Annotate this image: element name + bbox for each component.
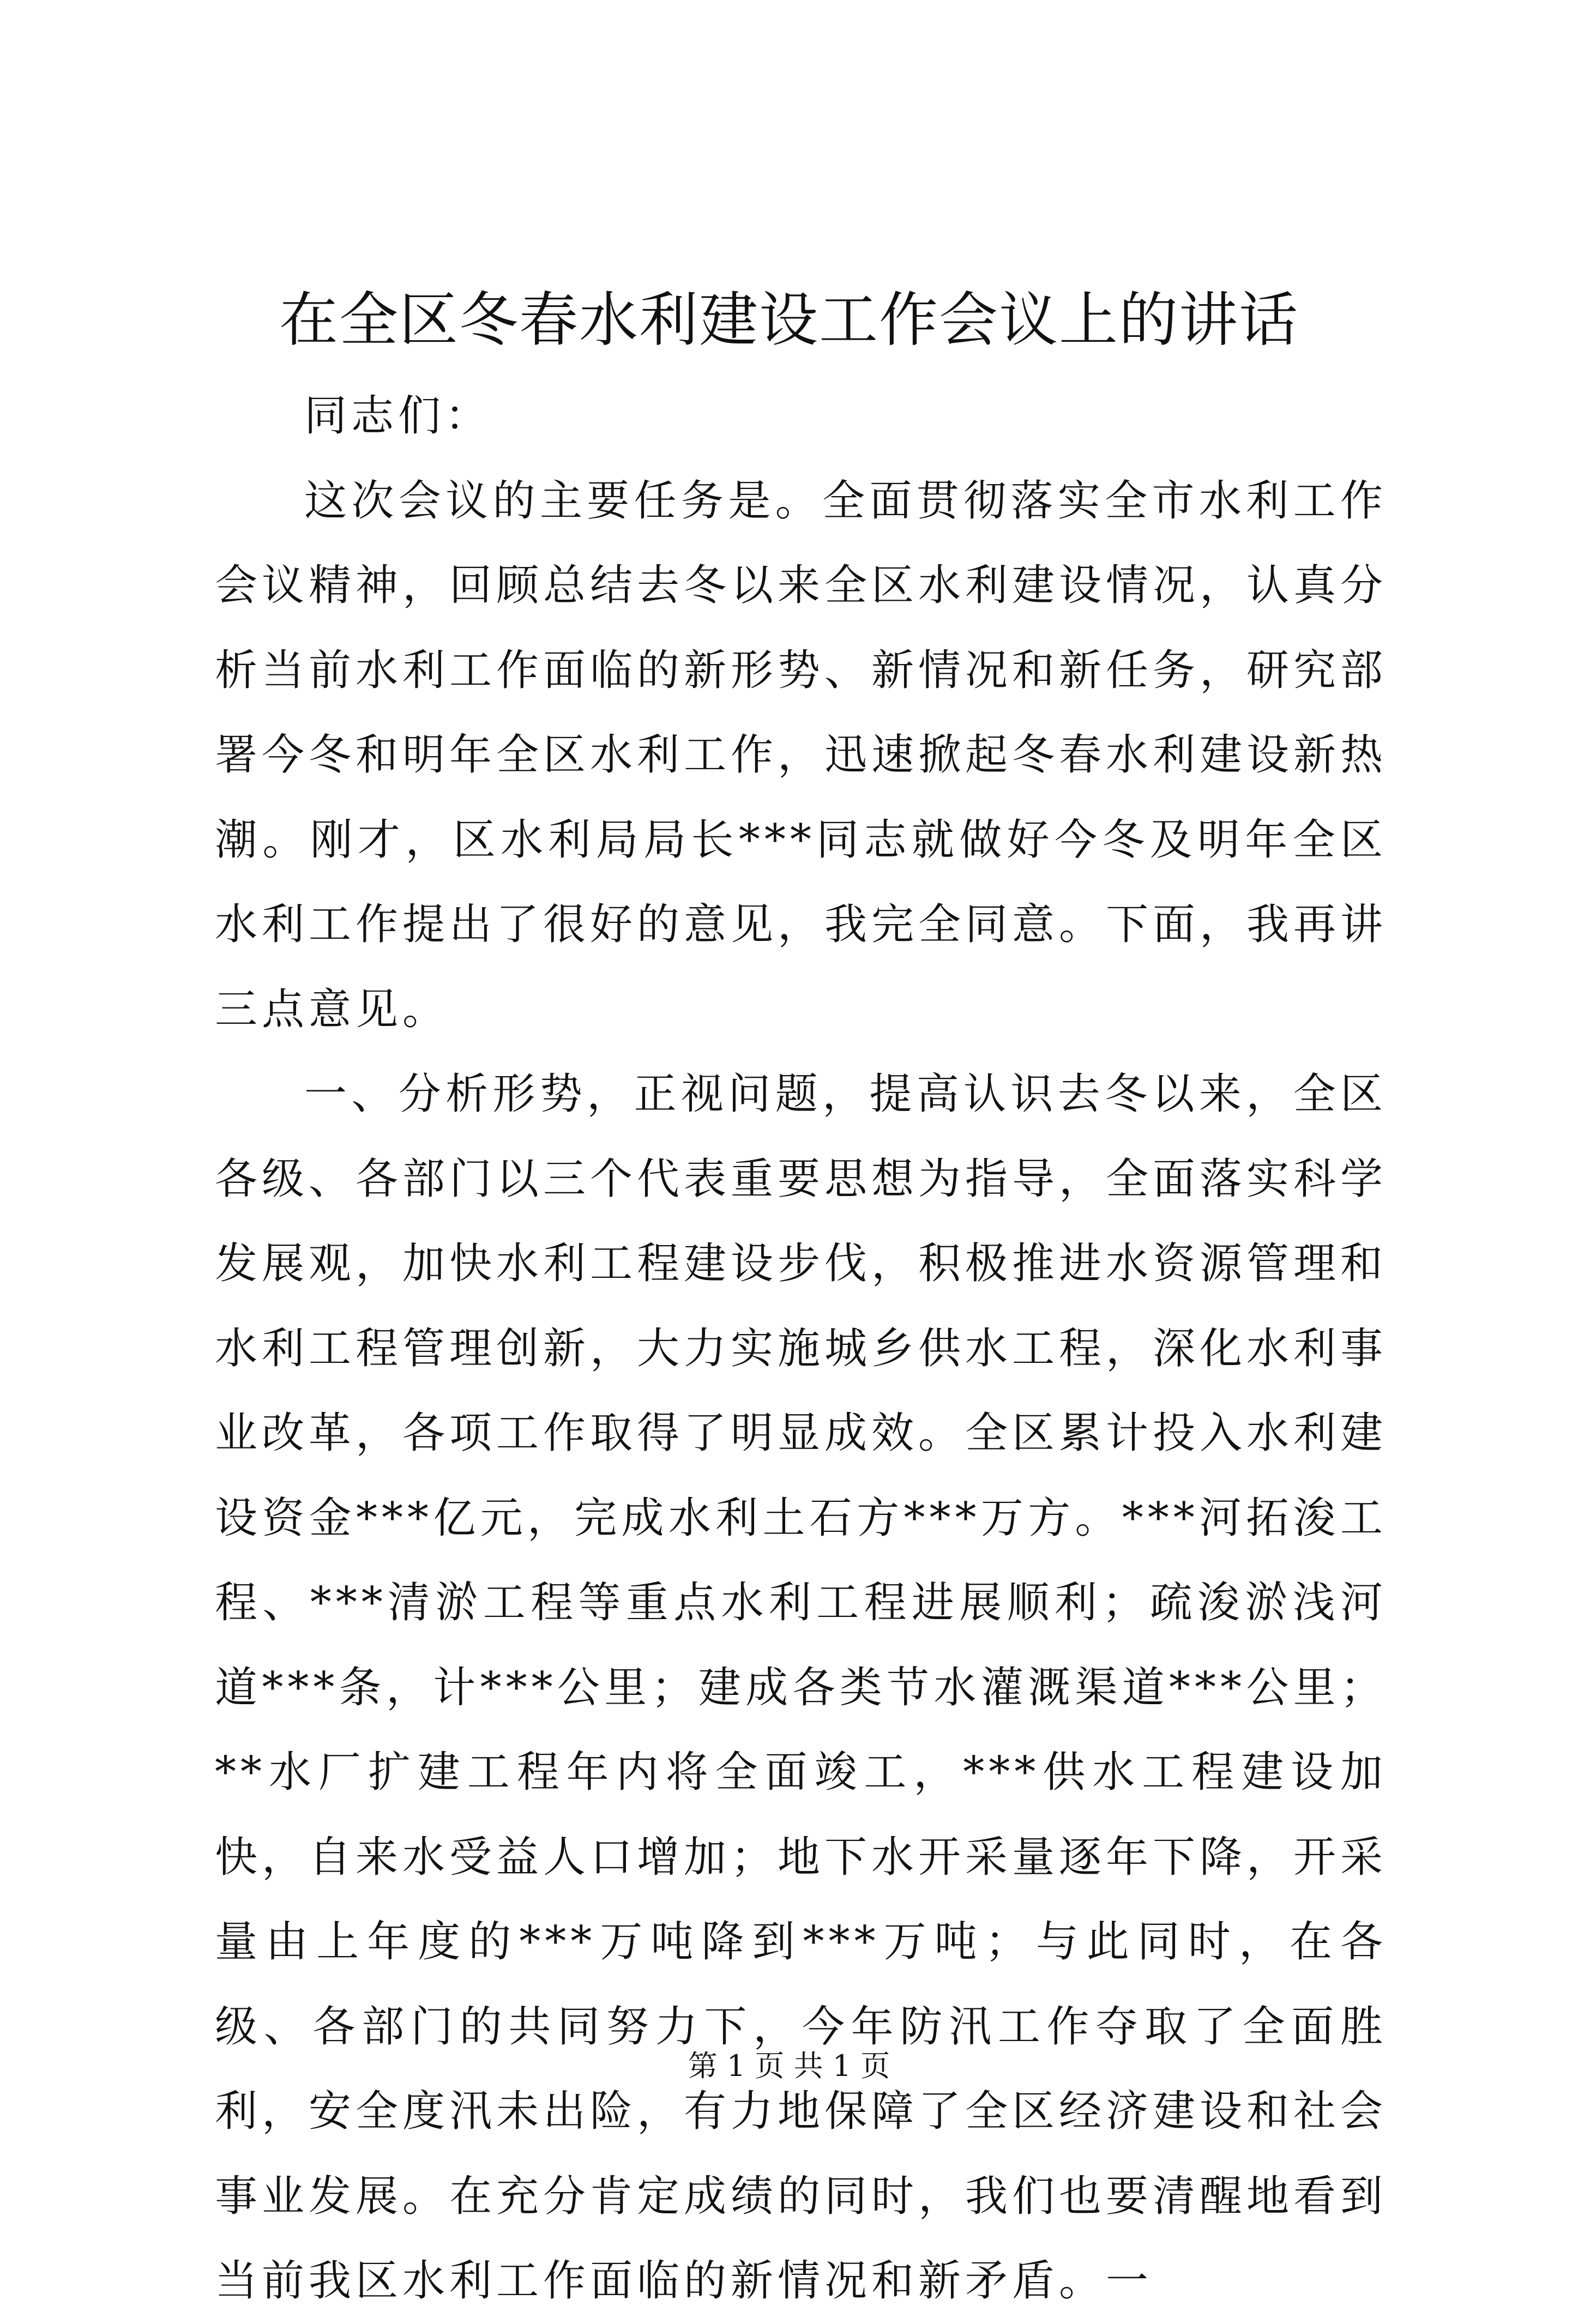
paragraph-1: 这次会议的主要任务是。全面贯彻落实全市水利工作会议精神，回顾总结去冬以来全区水利建设情况，认真分析当前水利工作面临的新形势、新情况和新任务，研究部署今冬和明年全区水利工作，迅速掀起冬春水利建设新热潮。刚才，区水利局局长***同志就做好今冬及明年全区水利工作提出了很好的意见，我完全同意。下面，我再讲三点意见。 bbox=[215, 476, 1388, 1034]
document-body bbox=[215, 374, 1387, 2324]
page-footer: 第 1 页 共 1 页 bbox=[688, 2049, 890, 2083]
salutation: 同志们： bbox=[304, 391, 492, 440]
document-title: 在全区冬春水利建设工作会议上的讲话 bbox=[279, 286, 1299, 354]
paragraph-2: 一、分析形势，正视问题，提高认识去冬以来，全区各级、各部门以三个代表重要思想为指导，全面落实科学发展观，加快水利工程建设步伐，积极推进水资源管理和水利工程管理创新，大力实施城乡供水工程，深化水利事业改革，各项工作取得了明显成效。全区累计投入水利建设资金***亿元，完成水利土石方***万方。***河拓浚工程、***清淤工程等重点水利工程进展顺利；疏浚淤浅河道***条，计***公里；建成各类节水灌溉渠道***公里；**水厂扩建工程年内将全面竣工，***供水工程建设加快，自来水受益人口增加；地下水开采量逐年下降，开采量由上年度的***万吨降到***万吨；与此同时，在各级、各部门的共同努力下，今年防汛工作夺取了全面胜利，安全度汛未出险，有力地保障了全区经济建设和社会事业发展。在充分肯定成绩的同时，我们也要清醒地看到当前我区水利工作面临的新情况和新矛盾。一 bbox=[215, 1070, 1388, 2305]
